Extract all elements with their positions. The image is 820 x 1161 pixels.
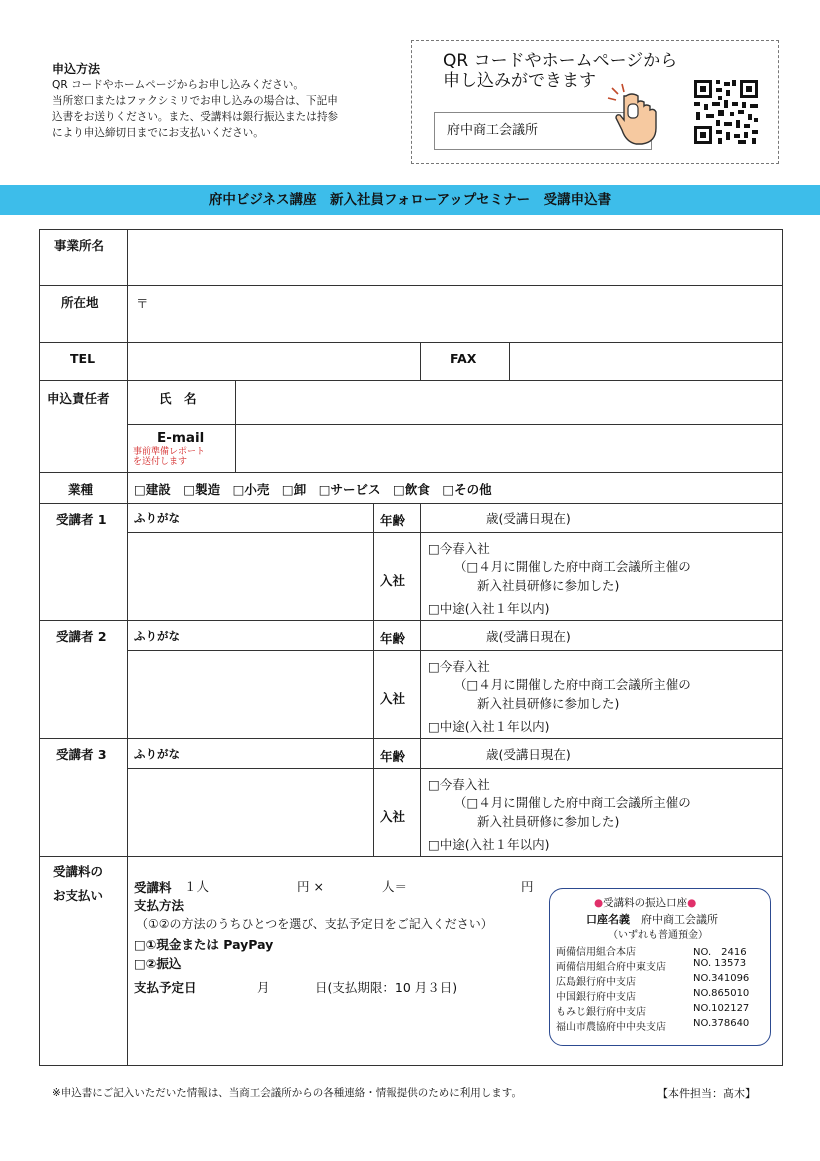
fee-per-person: １人 [184,879,210,894]
joined-label: 入社 [380,809,406,824]
tel-label: TEL [70,351,96,366]
fee-total: 円 [521,879,534,894]
email-label: E-mail [157,430,205,446]
option-new-hire[interactable]: □今春入社 [428,777,490,792]
fax-field[interactable] [510,342,780,379]
option-training-note: 新入社員研修に参加した) [477,578,620,593]
method-note: （①②の方法のうちひとつを選び、支払予定日をご記入ください） [136,917,493,931]
option-new-hire[interactable]: □今春入社 [428,541,490,556]
email-note: を送付します [133,457,188,467]
age-value: 歳(受講日現在) [486,511,571,526]
intro-line: QR コードやホームページからお申し込みください。 [52,79,304,91]
bank-name: 広島銀行府中支店 [556,977,636,988]
qr-code-icon [692,78,760,146]
search-box[interactable]: 府中商工会議所 [434,112,652,150]
account-holder: 府中商工会議所 [641,913,718,926]
name-field[interactable] [236,381,781,423]
option-mid-career[interactable]: □中途(入社１年以内) [428,719,550,734]
furigana-label: ふりがな [134,629,180,643]
intro-title: 申込方法 [52,62,101,76]
hand-click-icon [604,82,660,148]
furigana-label: ふりがな [134,511,180,525]
intro-line: 込書をお送りください。また、受講料は銀行振込または持参 [52,111,339,123]
option-mid-career[interactable]: □中途(入社１年以内) [428,601,550,616]
account-title-text: 受講料の振込口座 [603,897,688,909]
email-note: 事前準備レポート [133,447,206,457]
fee-label: 受講料 [134,880,172,895]
joined-label: 入社 [380,573,406,588]
tel-field[interactable] [128,342,418,379]
option-new-hire[interactable]: □今春入社 [428,659,490,674]
option-training[interactable]: （□４月に開催した府中商工会議所主催の [454,559,691,574]
privacy-note: ※申込書にご記入いただいた情報は、当商工会議所からの各種連絡・情報提供のために利用します。 [52,1087,522,1099]
joined-label: 入社 [380,691,406,706]
qr-panel-line1: QR コードやホームページから [443,51,678,71]
trainee-2-label: 受講者 2 [56,629,107,644]
age-label: 年齢 [380,749,406,764]
fee-yen: 円 × [297,879,324,894]
address-field[interactable] [150,286,780,340]
industry-options[interactable]: □建設 □製造 □小売 □卸 □サービス □飲食 □その他 [134,482,492,497]
fee-people: 人＝ [382,879,408,894]
qr-panel-line2: 申し込みができます [443,71,596,91]
age-value: 歳(受講日現在) [486,629,571,644]
payment-label: 受講料の [53,864,104,879]
trainee-3-label: 受講者 3 [56,747,107,762]
payment-option-cash[interactable]: □①現金または PayPay [134,937,274,952]
account-number: NO.102127 [693,1003,750,1014]
due-day: 日(支払期限：10 月３日) [315,980,458,995]
due-date-label: 支払予定日 [134,980,197,995]
trainee-1-label: 受講者 1 [56,512,107,527]
option-mid-career[interactable]: □中途(入社１年以内) [428,837,550,852]
payment-option-transfer[interactable]: □②振込 [134,956,182,971]
company-field[interactable] [128,230,782,284]
bank-name: 中国銀行府中支店 [556,992,636,1003]
option-training[interactable]: （□４月に開催した府中商工会議所主催の [454,795,691,810]
company-label: 事業所名 [54,238,105,253]
fax-label: FAX [450,351,477,366]
bank-name: 両備信用組合府中東支店 [556,962,666,973]
age-label: 年齢 [380,631,406,646]
furigana-label: ふりがな [134,747,180,761]
intro-line: により申込締切日までにお支払いください。 [52,127,264,139]
industry-label: 業種 [68,482,94,497]
bank-name: 両備信用組合本店 [556,947,636,958]
account-number: NO. 2416 [693,947,747,958]
name-label: 氏 名 [159,391,197,406]
payment-label: お支払い [53,888,104,903]
address-label: 所在地 [61,295,99,310]
applicant-label: 申込責任者 [47,391,110,406]
account-type: （いずれも普通預金） [608,930,708,941]
account-number: NO.341096 [693,973,750,984]
bank-account-box: ●受講料の振込口座● 口座名義 府中商工会議所 （いずれも普通預金） 両備信用組合本店 NO. 2416 両備信用組合府中東支店 NO. 13573 広島銀行府中支店 NO.341096 中国銀行府中支店 NO.865010 もみじ銀行府中支店 NO.102127 福山市農協府中中央支店 NO.378640 [549,888,771,1046]
contact-person: 【本件担当：髙木】 [657,1087,756,1100]
due-month: 月 [257,980,270,995]
option-training-note: 新入社員研修に参加した) [477,696,620,711]
age-label: 年齢 [380,513,406,528]
intro-line: 当所窓口またはファクシミリでお申し込みの場合は、下記申 [52,95,338,107]
account-number: NO.865010 [693,988,750,999]
age-value: 歳(受講日現在) [486,747,571,762]
email-field[interactable] [236,425,781,470]
account-number: NO.378640 [693,1018,750,1029]
postal-mark: 〒 [136,296,149,311]
method-title: 支払方法 [134,898,185,913]
account-holder-label: 口座名義 [586,913,630,926]
form-title-banner: 府中ビジネス講座 新入社員フォローアップセミナー 受講申込書 [0,185,820,215]
option-training-note: 新入社員研修に参加した) [477,814,620,829]
bank-name: もみじ銀行府中支店 [556,1007,646,1018]
account-number: NO. 13573 [693,958,747,969]
option-training[interactable]: （□４月に開催した府中商工会議所主催の [454,677,691,692]
bank-name: 福山市農協府中中央支店 [556,1022,666,1033]
